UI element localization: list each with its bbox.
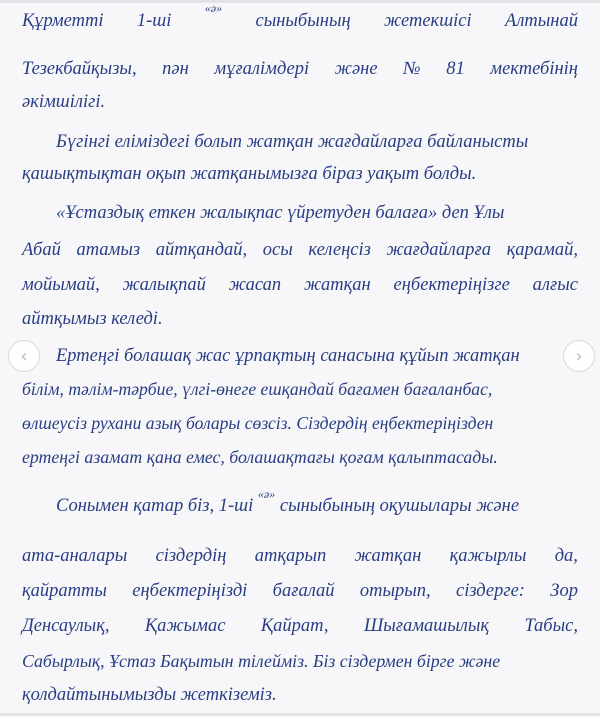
word: Табыс, xyxy=(524,616,578,636)
word: жасап xyxy=(228,275,282,295)
word: атқарып xyxy=(254,546,327,566)
word: алғыс xyxy=(532,275,578,295)
word: келеңсіз xyxy=(308,240,371,260)
text-line xyxy=(56,487,578,518)
sentence: айтқымыз келеді. xyxy=(22,309,163,329)
word: 81 xyxy=(446,59,465,79)
text-line xyxy=(22,274,578,296)
word: Шығамашылық xyxy=(363,616,490,636)
text-line xyxy=(22,378,578,400)
text-line xyxy=(22,412,578,434)
word: Зор xyxy=(550,581,578,601)
sentence: қашықтықтан оқып жатқанымызға біраз уақыт болды. xyxy=(22,164,477,184)
sentence: Бүгінгі еліміздегі болып жатқан жағдайларға байланысты xyxy=(56,132,529,152)
word: бағалай xyxy=(272,581,335,601)
text-line xyxy=(22,91,578,113)
word: сіздерге: xyxy=(455,581,525,601)
word: жағдайларға xyxy=(386,240,492,260)
word: сыныбының оқушылары және xyxy=(279,496,520,516)
text-line xyxy=(22,650,578,672)
word: Құрметті xyxy=(22,11,104,31)
image-bottom-edge xyxy=(0,713,600,716)
word: № xyxy=(403,59,421,79)
text-line xyxy=(22,163,578,185)
word: пән xyxy=(162,59,189,79)
image-top-edge xyxy=(0,0,600,3)
word: қарамай, xyxy=(506,240,578,260)
word: Сонымен қатар біз, 1-ші xyxy=(56,496,254,516)
sentence: Сабырлық, Ұстаз Бақытын тілейміз. Біз сіздермен бірге және xyxy=(22,651,501,671)
word: жалықпай xyxy=(122,275,206,295)
word: жетекшісі xyxy=(384,11,472,31)
word: және xyxy=(334,59,378,79)
chevron-right-icon: › xyxy=(575,345,583,367)
text-line xyxy=(22,446,578,468)
word: еңбектеріңізді xyxy=(132,581,248,601)
superscript: «ә» xyxy=(204,1,223,15)
word: Абай xyxy=(22,240,61,260)
text-line xyxy=(22,239,578,261)
word: Қайрат, xyxy=(260,616,329,636)
text-line xyxy=(22,58,578,80)
word: жатқан xyxy=(354,546,422,566)
word: мұғалімдері xyxy=(214,59,310,79)
text-line xyxy=(22,615,578,637)
sentence: қолдайтынымызды жеткіземіз. xyxy=(22,685,277,705)
superscript: «ә» xyxy=(257,487,276,501)
sentence: өлшеусіз рухани азық болары сөзсіз. Сіздердің еңбектеріңізден xyxy=(22,413,494,433)
word: Тезекбайқызы, xyxy=(22,59,137,79)
text-line xyxy=(22,580,578,602)
word: айтқандай, xyxy=(155,240,248,260)
word: жатқан xyxy=(304,275,371,295)
carousel-next-button[interactable] xyxy=(563,340,595,372)
word: қайратты xyxy=(22,581,107,601)
text-line xyxy=(22,545,578,567)
sentence: білім, тәлім-тәрбие, үлгі-өнеге ешқандай бағамен бағаланбас, xyxy=(22,379,493,399)
word: мойымай, xyxy=(22,275,100,295)
text-line xyxy=(56,345,556,367)
word: да, xyxy=(554,546,578,566)
text-line xyxy=(56,131,578,153)
text-line xyxy=(22,308,578,330)
word: мектебінің xyxy=(490,59,578,79)
word: еңбектеріңізге xyxy=(393,275,510,295)
word: 1-ші xyxy=(136,11,172,31)
word: ата-аналары xyxy=(22,546,128,566)
sentence: Ертеңгі болашақ жас ұрпақтың санасына құйып жатқан xyxy=(56,346,520,366)
word: сіздердің xyxy=(155,546,227,566)
word: атамыз xyxy=(76,240,141,260)
word: Қажымас xyxy=(144,616,226,636)
word: әкімшілігі. xyxy=(22,92,106,112)
word: қажырлы xyxy=(449,546,527,566)
word: сыныбының xyxy=(255,11,351,31)
text-line xyxy=(56,202,578,224)
text-line xyxy=(22,1,578,32)
word: Алтынай xyxy=(505,11,578,31)
chevron-left-icon: ‹ xyxy=(20,345,28,367)
word: отырып, xyxy=(359,581,431,601)
text-line xyxy=(22,684,578,706)
sentence: ертеңгі азамат қана емес, болашақтағы қоғам қалыптасады. xyxy=(22,447,498,467)
word: Денсаулық, xyxy=(22,616,110,636)
word: осы xyxy=(262,240,293,260)
carousel-prev-button[interactable] xyxy=(8,340,40,372)
sentence: «Ұстаздық еткен жалықпас үйретуден балаға» деп Ұлы xyxy=(56,203,505,223)
